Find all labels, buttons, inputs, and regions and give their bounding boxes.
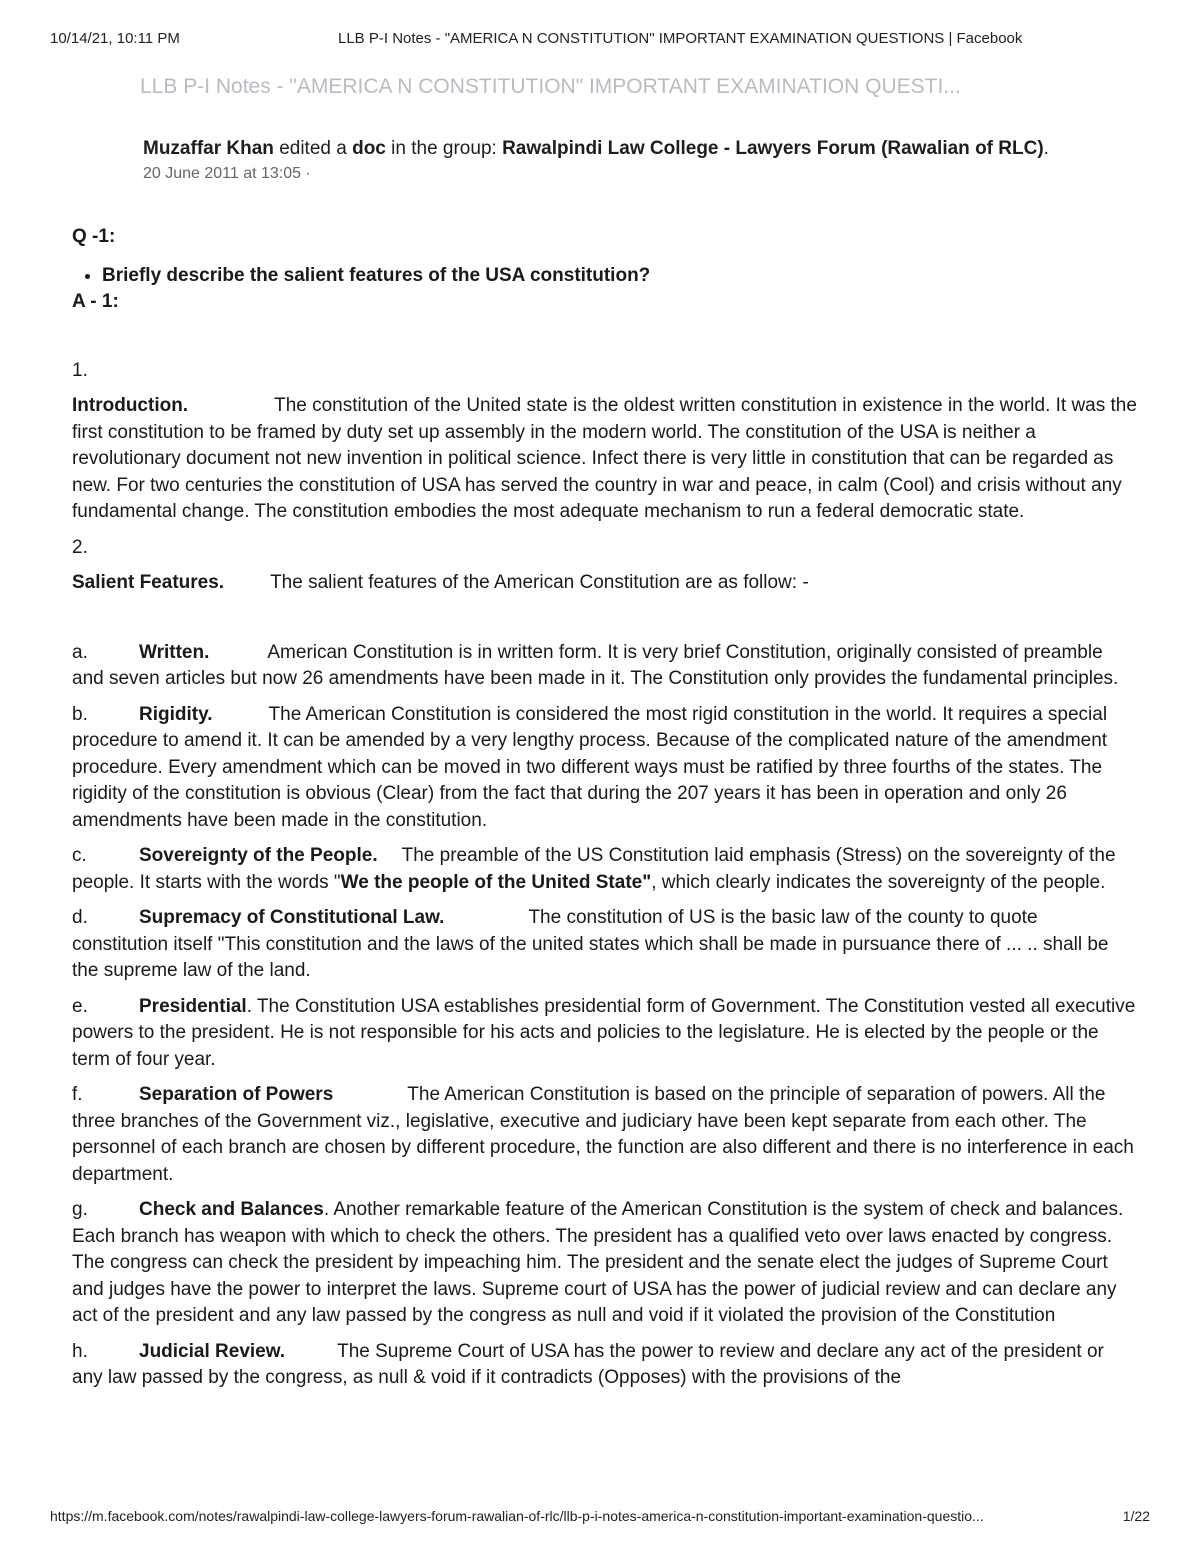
feature-item: [72, 1197, 1138, 1330]
author-link[interactable]: Muzaffar Khan: [143, 138, 274, 159]
feature-item: [72, 843, 1138, 896]
print-page-title: LLB P-I Notes - "AMERICA N CONSTITUTION" IMPORTANT EXAMINATION QUESTIONS | Facebook: [338, 30, 1023, 47]
doc-link[interactable]: doc: [352, 138, 386, 159]
salient-features-label: Salient Features.: [72, 572, 225, 593]
note-body: [72, 224, 1138, 1401]
note-title: LLB P-I Notes - "AMERICA N CONSTITUTION" IMPORTANT EXAMINATION QUESTI...: [140, 75, 961, 98]
print-footer: [50, 1508, 1150, 1528]
print-date: 10/14/21, 10:11 PM: [50, 30, 180, 47]
answer-label: A - 1:: [72, 291, 119, 312]
timestamp[interactable]: 20 June 2011 at 13:05 ·: [143, 165, 311, 182]
feature-letter: b.: [72, 703, 88, 725]
feature-label: Presidential: [139, 995, 247, 1017]
feature-item: [72, 640, 1138, 693]
section-number-1: 1.: [72, 359, 88, 381]
feature-item: [72, 905, 1138, 985]
feature-letter: g.: [72, 1199, 88, 1220]
feature-text: The American Constitution is considered the most rigid constitution in the world. It requires a special procedure to amend it. It can be amended by a very lengthy process. Because of the complicated nature of the amendment procedure. Every amendment which can be moved in two different ways must be ratified by three fourths of the states. The rigidity of the constitution is obvious (Clear) from the fact that during the 207 years it has been in operation and only 26 amendments have been made in the constitution.: [72, 703, 1108, 831]
feature-letter: a.: [72, 641, 88, 663]
feature-text: The American Constitution is based on the principle of separation of powers. All the three branches of the Government viz., legislative, executive and judiciary have been kept separate from each other. The personnel of each branch are chosen by different procedure, the function are also different and there is no interference in each department.: [72, 1084, 1134, 1185]
introduction-paragraph: [72, 393, 1138, 526]
introduction-label: Introduction.: [72, 395, 189, 416]
feature-text: . Another remarkable feature of the American Constitution is the system of check and balances. Each branch has weapon with which to check the others. The president has a qualified veto over laws enacted by congress. The congress can check the president by impeaching him. The president and the senate elect the judges of Supreme Court and judges have the power to interpret the laws. Supreme court of USA has the power of judicial review and can declare any act of the president and any law passed by the congress as null and void if it violated the provision of the Constitution: [72, 1199, 1124, 1326]
feature-letter: f.: [72, 1084, 83, 1105]
feature-label: Rigidity.: [139, 703, 213, 725]
byline-period: .: [1043, 138, 1049, 159]
feature-label: Supremacy of Constitutional Law.: [139, 907, 445, 928]
feature-label: Separation of Powers: [139, 1084, 334, 1105]
group-link[interactable]: Rawalpindi Law College - Lawyers Forum (Rawalian of RLC): [502, 138, 1044, 159]
feature-text: The Supreme Court of USA has the power to review and declare any act of the president or any law passed by the congress, as null & void if it contradicts (Opposes) with the provisions of the: [72, 1340, 1104, 1388]
feature-quote: We the people of the United State": [340, 871, 652, 893]
feature-text: American Constitution is in written form. It is very brief Constitution, originally consisted of preamble and seven articles but now 26 amendments have been made in it. The Constitution only provides the fundamental principles.: [72, 641, 1119, 689]
question-label: Q -1:: [72, 226, 116, 247]
section-number-2: 2.: [72, 536, 88, 558]
question-item: • Briefly describe the salient features of the USA constitution?: [102, 263, 1138, 290]
feature-letter: e.: [72, 995, 88, 1017]
group-text: in the group:: [391, 138, 497, 159]
question-list: [72, 263, 1138, 290]
feature-item: [72, 702, 1138, 835]
feature-label: Check and Balances: [139, 1199, 324, 1220]
byline: [143, 136, 1083, 185]
feature-label: Written.: [139, 641, 210, 663]
feature-letter: h.: [72, 1340, 88, 1362]
page-number: 1/22: [1122, 1508, 1150, 1524]
feature-text: . The Constitution USA establishes presidential form of Government. The Constitution vested all executive powers to the president. He is not responsible for his acts and policies to the legislature. He is elected by the people or the term of four year.: [72, 995, 1136, 1070]
feature-letter: d.: [72, 907, 88, 928]
feature-label: Sovereignty of the People.: [139, 845, 378, 866]
salient-features-text: The salient features of the American Constitution are as follow: -: [270, 572, 809, 593]
feature-item: [72, 1082, 1138, 1188]
feature-item: [72, 1339, 1138, 1392]
feature-label: Judicial Review.: [139, 1340, 286, 1362]
introduction-text: The constitution of the United state is the oldest written constitution in existence in the world. It was the first constitution to be framed by duty set up assembly in the modern world. The constitution of the USA is neither a revolutionary document not new invention in political science. Infect there is very little in constitution that can be regarded as new. For two centuries the constitution of USA has served the country in war and peace, in calm (Cool) and crisis without any fundamental change. The constitution embodies the most adequate mechanism to run a federal democratic state.: [72, 395, 1137, 522]
feature-text: The constitution of US is the basic law of the county to quote constitution itself "This constitution and the laws of the united states which shall be made in pursuance there of ... .. shall be the supreme law of the land.: [72, 907, 1109, 981]
print-header: [50, 30, 1150, 50]
feature-letter: c.: [72, 845, 87, 866]
page-url: https://m.facebook.com/notes/rawalpindi-law-college-lawyers-forum-rawalian-of-rlc/llb-p-i-notes-america-n-constitution-important-examination-questio...: [50, 1508, 984, 1524]
salient-features-paragraph: [72, 570, 1138, 597]
feature-text-after: , which clearly indicates the sovereignty of the people.: [651, 871, 1106, 893]
feature-item: [72, 994, 1138, 1074]
edited-text: edited a: [279, 138, 347, 159]
feature-text: The preamble of the US Constitution laid emphasis (Stress) on the sovereignty of the people. It starts with the words ": [72, 845, 1116, 893]
